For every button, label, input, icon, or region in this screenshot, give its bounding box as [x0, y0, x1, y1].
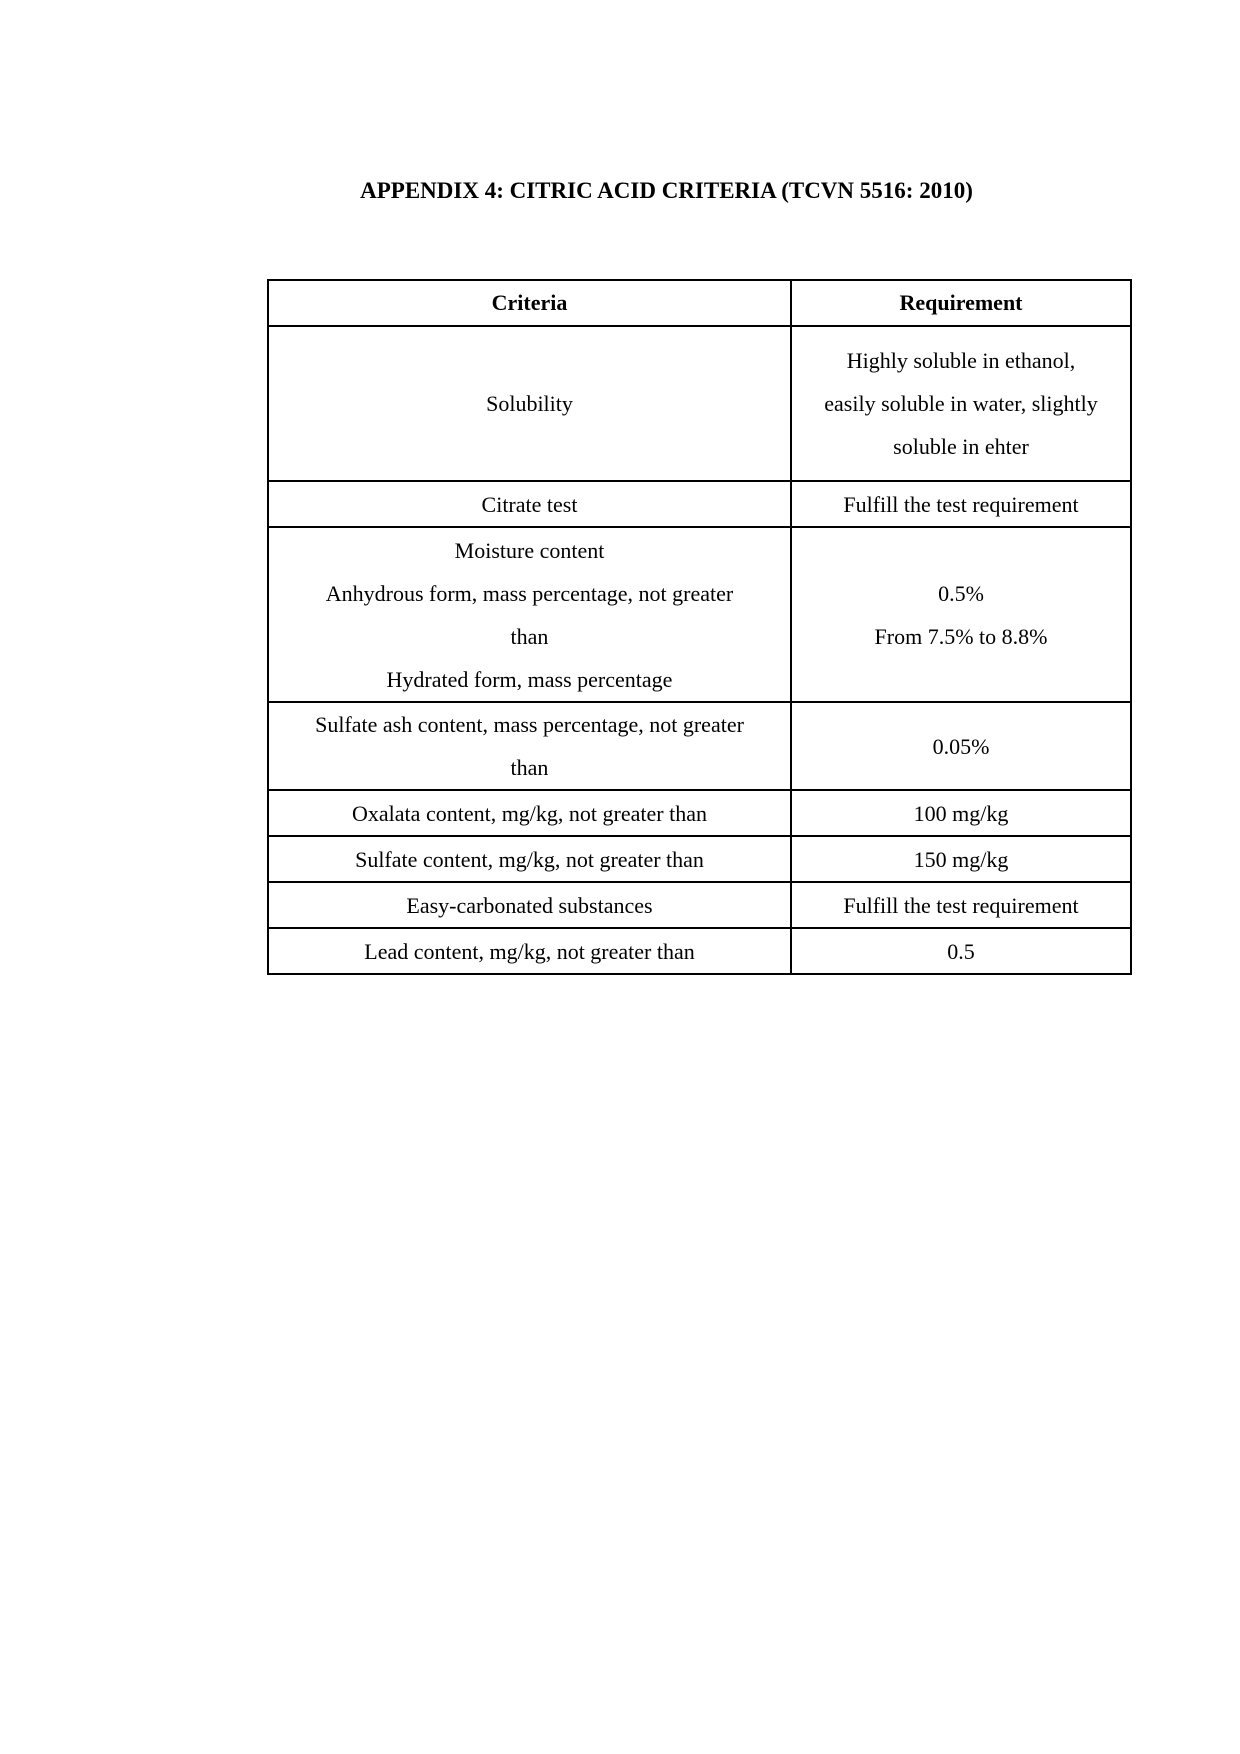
- requirement-text: 0.05%: [932, 733, 990, 759]
- requirement-text: 150 mg/kg: [913, 846, 1009, 872]
- header-requirement: Requirement: [791, 280, 1131, 326]
- requirement-text: From 7.5% to 8.8%: [874, 623, 1048, 649]
- table-row: [268, 702, 1131, 790]
- requirement-text: Fulfill the test requirement: [843, 892, 1079, 918]
- criteria-cell: [268, 928, 791, 974]
- criteria-cell: [268, 836, 791, 882]
- criteria-text: Solubility: [486, 391, 573, 416]
- table-row: [268, 882, 1131, 928]
- requirement-cell: [791, 882, 1131, 928]
- requirement-cell: [791, 836, 1131, 882]
- criteria-table: [267, 279, 1132, 975]
- criteria-cell: [268, 527, 791, 702]
- criteria-text: Citrate test: [481, 491, 578, 517]
- page-title: APPENDIX 4: CITRIC ACID CRITERIA (TCVN 5516: 2010): [360, 178, 973, 203]
- requirement-text: soluble in ehter: [893, 434, 1029, 459]
- criteria-text: Hydrated form, mass percentage: [386, 666, 673, 692]
- requirement-text: Fulfill the test requirement: [843, 491, 1079, 517]
- requirement-cell: [791, 790, 1131, 836]
- criteria-text: Lead content, mg/kg, not greater than: [364, 938, 695, 964]
- table-row: [268, 527, 1131, 702]
- criteria-text: Moisture content: [454, 537, 605, 563]
- criteria-cell: [268, 481, 791, 527]
- table-header-row: [268, 280, 1131, 326]
- criteria-text: Anhydrous form, mass percentage, not greater: [325, 580, 734, 606]
- requirement-text: 100 mg/kg: [913, 800, 1009, 826]
- requirement-cell: [791, 481, 1131, 527]
- table-row: [268, 836, 1131, 882]
- requirement-text: 0.5: [947, 938, 975, 964]
- criteria-text: Oxalata content, mg/kg, not greater than: [352, 800, 707, 826]
- criteria-text: than: [510, 623, 549, 649]
- criteria-text: Sulfate content, mg/kg, not greater than: [355, 846, 704, 872]
- requirement-cell: [791, 928, 1131, 974]
- table-row: [268, 928, 1131, 974]
- requirement-cell: [791, 702, 1131, 790]
- table-row: [268, 481, 1131, 527]
- header-criteria: Criteria: [268, 280, 791, 326]
- requirement-text: 0.5%: [938, 580, 984, 606]
- criteria-text: than: [510, 755, 549, 780]
- criteria-cell: [268, 702, 791, 790]
- requirement-text: Highly soluble in ethanol,: [846, 348, 1076, 373]
- criteria-cell: [268, 882, 791, 928]
- table-row: [268, 326, 1131, 481]
- requirement-cell: [791, 527, 1131, 702]
- requirement-cell: [791, 326, 1131, 481]
- requirement-text: easily soluble in water, slightly: [824, 391, 1098, 416]
- criteria-cell: [268, 326, 791, 481]
- table-row: [268, 790, 1131, 836]
- criteria-cell: [268, 790, 791, 836]
- criteria-text: Sulfate ash content, mass percentage, not greater: [315, 712, 744, 737]
- criteria-text: Easy-carbonated substances: [406, 892, 653, 918]
